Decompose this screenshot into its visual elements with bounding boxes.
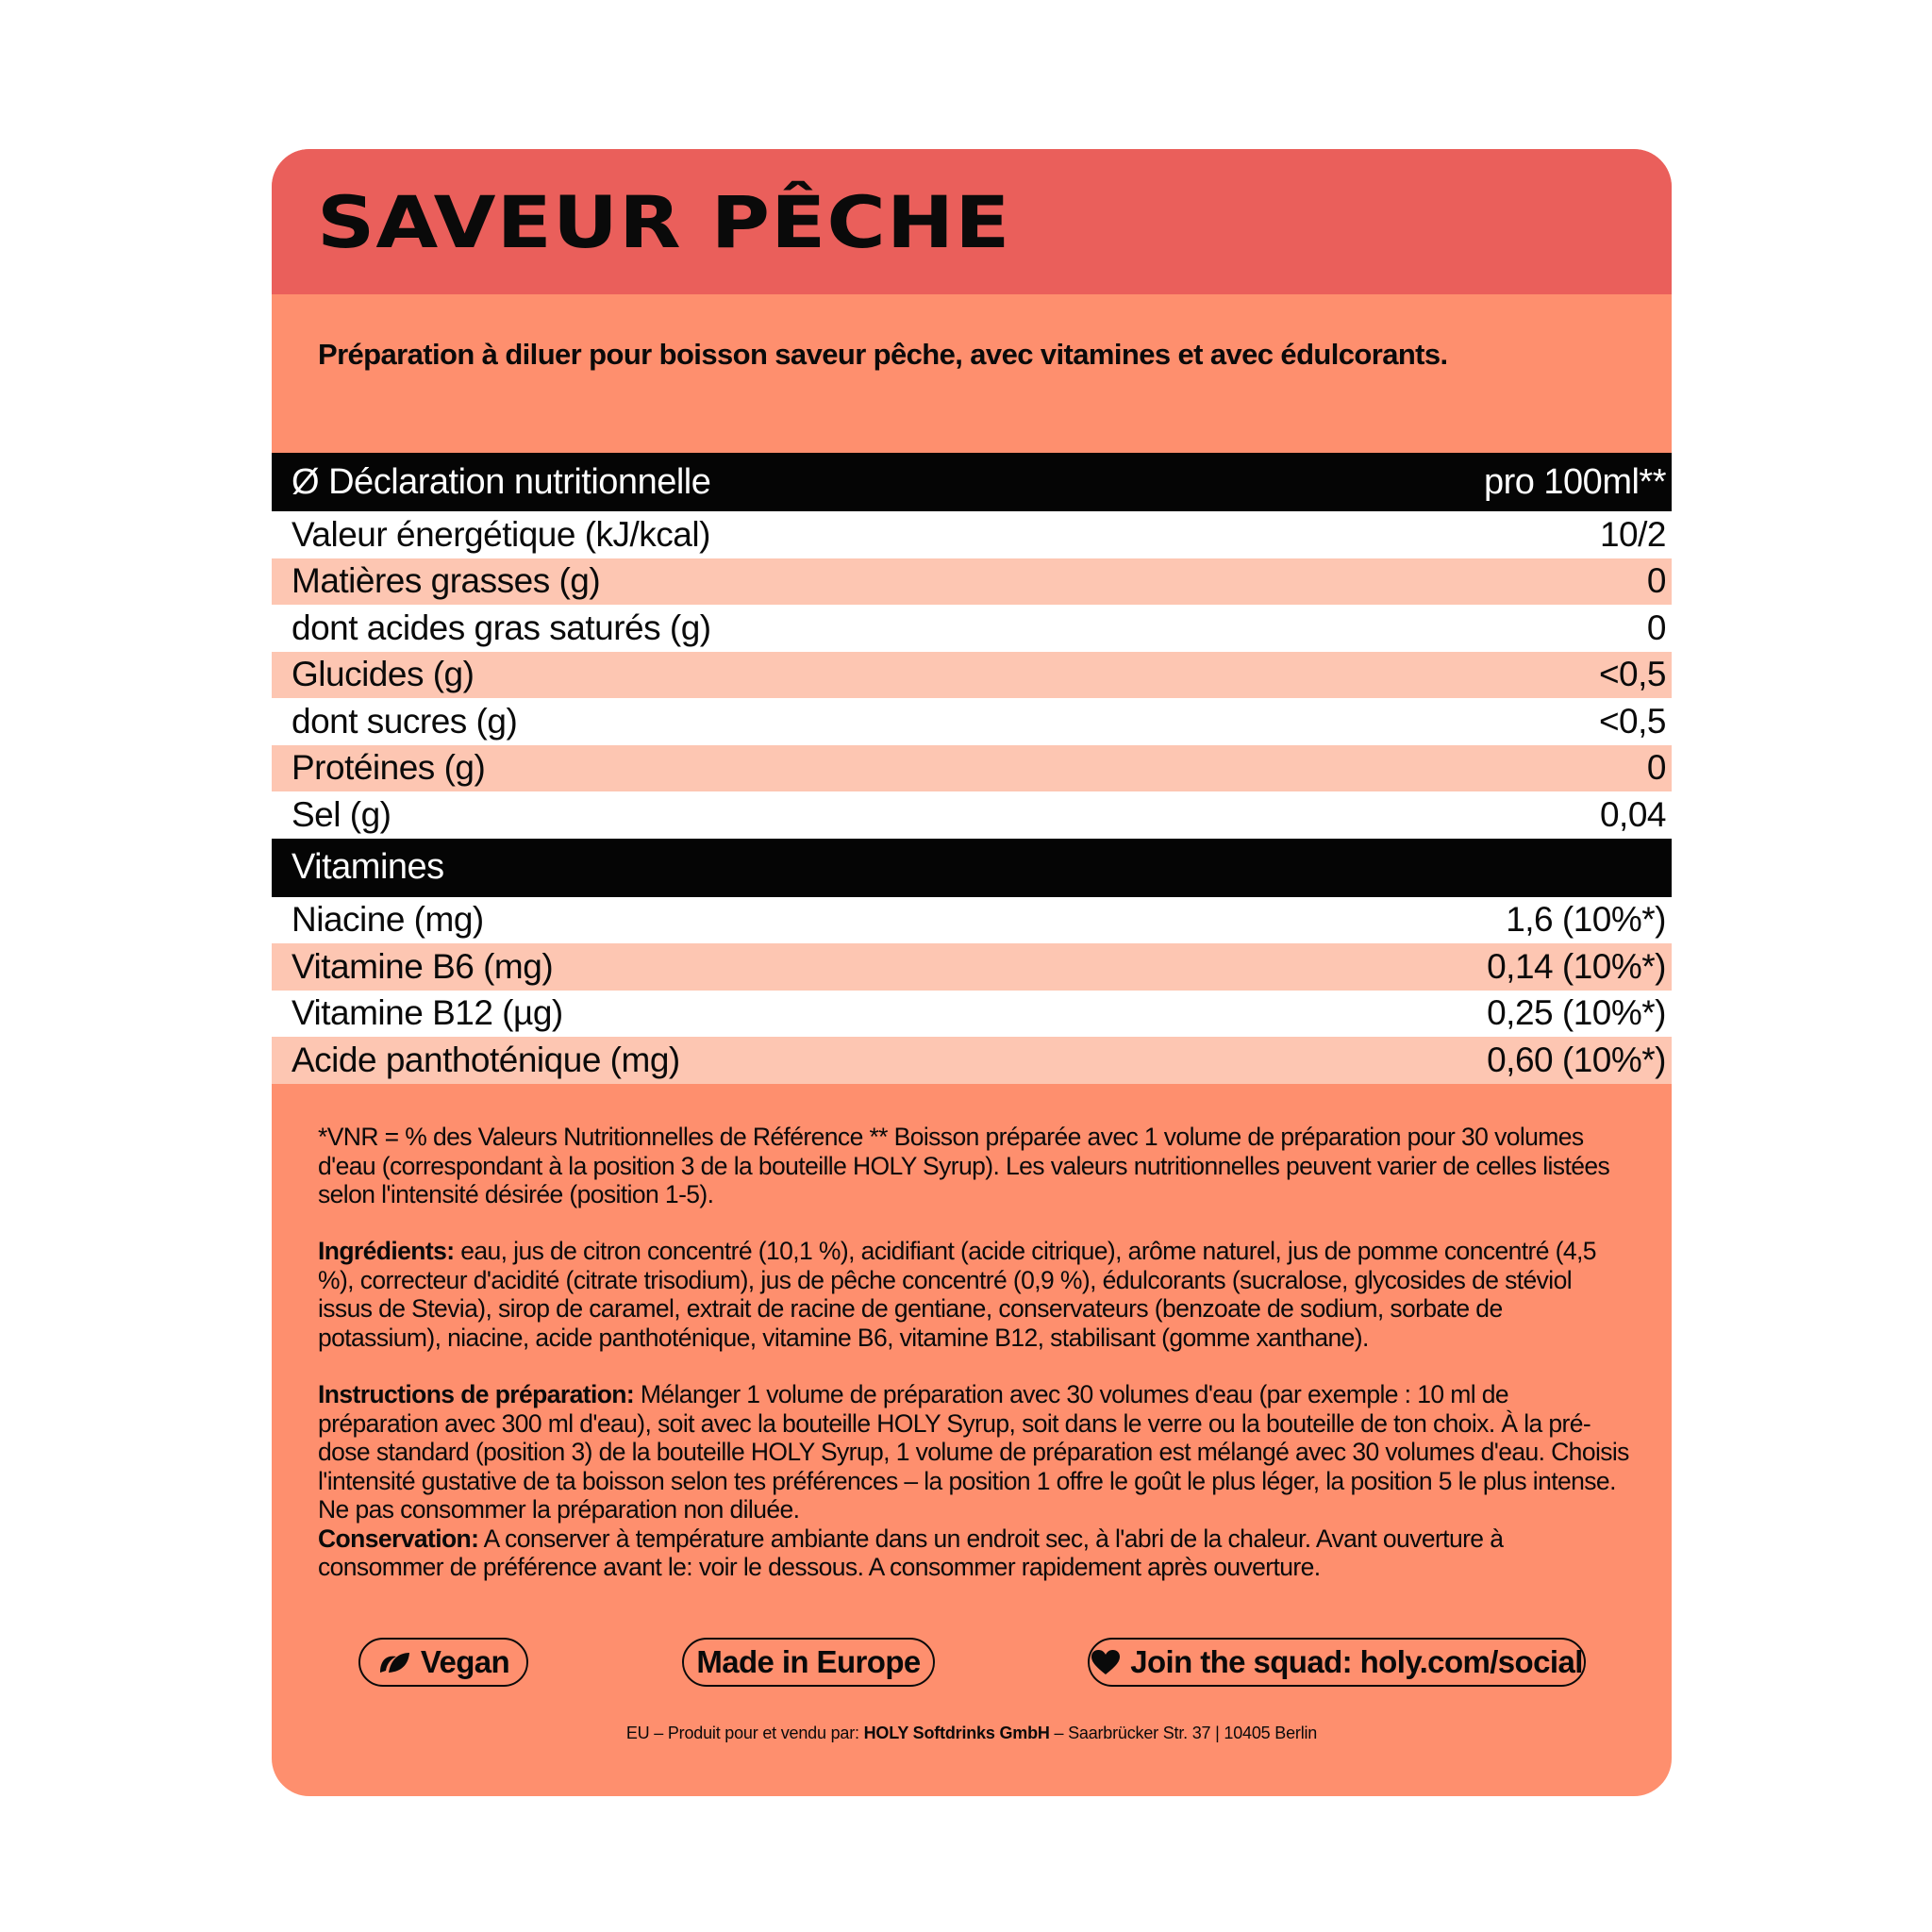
vitamins-header-label: Vitamines	[291, 847, 444, 887]
nutrition-header-unit: pro 100ml**	[1483, 461, 1666, 502]
nutrition-header-label: Ø Déclaration nutritionnelle	[291, 461, 711, 502]
vegan-label: Vegan	[420, 1644, 510, 1679]
nutrient-value: 0	[1646, 748, 1666, 788]
vitamin-value: 0,60 (10%*)	[1487, 1040, 1666, 1079]
nutrition-table	[272, 453, 1672, 1084]
leaf-icon	[377, 1649, 411, 1675]
nutrition-row	[272, 698, 1672, 745]
nutrient-label: Sel (g)	[291, 794, 391, 834]
instructions-text: Mélanger 1 volume de préparation avec 30 volumes d'eau (par exemple : 10 ml de préparation avec 300 ml d'eau), soit avec la bouteille HOLY Syrup, soit dans le verre ou la bouteille de ton choix. À la pré-dose standard (position 3) de la bouteille HOLY Syrup, 1 volume de préparation est mélangé avec 30 volumes d'eau. Choisis l'intensité gustative de ta boisson selon tes préférences – la position 1 offre le goût le plus léger, la position 5 le plus intense. Ne pas consommer la préparation non diluée.	[318, 1380, 1629, 1524]
vitamin-row	[272, 943, 1672, 991]
vegan-badge	[358, 1638, 528, 1687]
nutrition-label-card	[272, 149, 1672, 1796]
social-label: Join the squad: holy.com/social	[1130, 1644, 1583, 1679]
nutrition-row	[272, 745, 1672, 792]
badge-row	[272, 1638, 1672, 1694]
ingredients-text: eau, jus de citron concentré (10,1 %), acidifiant (acide citrique), arôme naturel, jus de pomme concentré (4,5 %), correcteur d'acidité (citrate trisodium), jus de pêche concentré (0,9 %), édulcorants (sucralose, glycosides de stéviol issus de Stevia), sirop de caramel, extrait de racine de gentiane, conservateurs (benzoate de sodium, sorbate de potassium), niacine, acide panthoténique, vitamine B6, vitamine B12, stabilisant (gomme xanthane).	[318, 1237, 1596, 1352]
vitamin-label: Vitamine B6 (mg)	[291, 946, 554, 986]
nutrient-value: <0,5	[1598, 655, 1666, 694]
nutrient-label: Protéines (g)	[291, 748, 486, 788]
conservation-text: A conserver à température ambiante dans un endroit sec, à l'abri de la chaleur. Avant ouverture à consommer de préférence avant le: voir le dessous. A consommer rapidement après ouverture.	[318, 1524, 1504, 1581]
nutrient-value: 0,04	[1599, 794, 1666, 834]
nutrient-label: Matières grasses (g)	[291, 561, 601, 601]
made-in-europe-label: Made in Europe	[696, 1644, 921, 1679]
nutrition-row	[272, 652, 1672, 699]
product-description: Préparation à diluer pour boisson saveur pêche, avec vitamines et avec édulcorants.	[318, 338, 1448, 371]
instructions-label: Instructions de préparation:	[318, 1380, 635, 1408]
nutrient-value: 0	[1646, 561, 1666, 601]
vitamin-value: 0,25 (10%*)	[1487, 993, 1666, 1033]
made-in-europe-badge	[682, 1638, 935, 1687]
vitamin-value: 1,6 (10%*)	[1506, 900, 1666, 940]
nutrient-value: <0,5	[1598, 701, 1666, 741]
social-badge	[1088, 1638, 1586, 1687]
vitamin-row	[272, 1037, 1672, 1084]
nutrient-label: dont acides gras saturés (g)	[291, 608, 711, 647]
vnr-footnote: *VNR = % des Valeurs Nutritionnelles de Référence ** Boisson préparée avec 1 volume de préparation pour 30 volumes d'eau (correspondant à la position 3 de la bouteille HOLY Syrup). Les valeurs nutritionnelles peuvent varier de celles listées selon l'intensité désirée (position 1-5).	[318, 1123, 1610, 1208]
vitamin-value: 0,14 (10%*)	[1487, 946, 1666, 986]
nutrient-label: dont sucres (g)	[291, 701, 518, 741]
vitamin-row	[272, 897, 1672, 944]
instructions-paragraph	[318, 1380, 1631, 1582]
vitamin-row	[272, 991, 1672, 1038]
footer-prefix: EU – Produit pour et vendu par:	[625, 1724, 864, 1742]
manufacturer-footer	[272, 1724, 1672, 1743]
nutrition-row	[272, 791, 1672, 839]
vitamin-label: Niacine (mg)	[291, 900, 484, 940]
vitamin-label: Acide panthoténique (mg)	[291, 1040, 680, 1079]
vitamin-label: Vitamine B12 (µg)	[291, 993, 563, 1033]
heart-icon	[1091, 1649, 1121, 1675]
nutrition-row	[272, 511, 1672, 558]
title-banner	[272, 149, 1672, 294]
nutrition-table-header	[272, 453, 1672, 511]
footer-company: HOLY Softdrinks GmbH	[863, 1724, 1050, 1742]
nutrition-row	[272, 558, 1672, 606]
nutrient-value: 10/2	[1599, 514, 1666, 554]
nutrition-row	[272, 605, 1672, 652]
footer-address: – Saarbrücker Str. 37 | 10405 Berlin	[1049, 1724, 1318, 1742]
nutrient-value: 0	[1646, 608, 1666, 647]
nutrient-label: Glucides (g)	[291, 655, 475, 694]
product-title: SAVEUR PÊCHE	[317, 180, 1011, 264]
nutrient-label: Valeur énergétique (kJ/kcal)	[291, 514, 710, 554]
ingredients-paragraph	[318, 1237, 1631, 1352]
vitamins-table-header	[272, 839, 1672, 897]
conservation-label: Conservation:	[318, 1524, 479, 1553]
ingredients-label: Ingrédients:	[318, 1237, 455, 1265]
